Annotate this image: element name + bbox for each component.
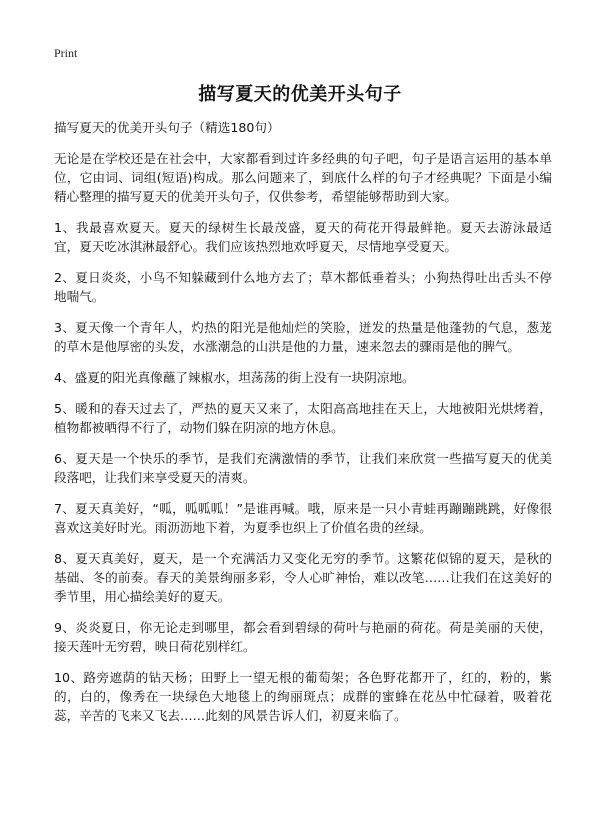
paragraph-7: 7、夏天真美好，“呱，呱呱呱！”是谁再喊。哦，原来是一只小青蛙再蹦蹦跳跳，好像很喜欢这美好时光。雨沥沥地下着，为夏季也织上了价值名贵的丝绿。 (54, 501, 552, 535)
paragraph-3: 3、夏天像一个青年人，灼热的阳光是他灿烂的笑脸，迸发的热量是他蓬勃的气息，葱茏的草木是他厚密的头发，水涨潮急的山洪是他的力量，速来忽去的骤雨是他的脾气。 (54, 320, 552, 354)
paragraph-8: 8、夏天真美好，夏天，是一个充满活力又变化无穷的季节。这繁花似锦的夏天，是秋的基础、冬的前奏。春天的美景绚丽多彩，令人心旷神怡，难以改笔……让我们在这美好的季节里，用心描绘美好的夏天。 (54, 551, 552, 604)
paragraph-5: 5、暖和的春天过去了，严热的夏天又来了，太阳高高地挂在天上，大地被阳光烘烤着，植物都被晒得不行了，动物们躲在阴凉的地方休息。 (54, 401, 552, 435)
document-body (54, 118, 552, 737)
intro-paragraph: 无论是在学校还是在社会中，大家都看到过许多经典的句子吧，句子是语言运用的基本单位，它由词、词组(短语)构成。那么问题来了，到底什么样的句子才经典呢？下面是小编精心整理的描写夏天的优美开头句子，仅供参考，希望能够帮助到大家。 (54, 151, 552, 204)
document-title: 描写夏天的优美开头句子 (198, 84, 402, 105)
paragraph-6: 6、夏天是一个快乐的季节，是我们充满激情的季节，让我们来欣赏一些描写夏天的优美段落吧，让我们来享受夏天的清爽。 (54, 451, 552, 485)
paragraph-1: 1、我最喜欢夏天。夏天的绿树生长最茂盛，夏天的荷花开得最鲜艳。夏天去游泳最适宜，夏天吃冰淇淋最舒心。我们应该热烈地欢呼夏天，尽情地享受夏天。 (54, 220, 552, 254)
print-label: Print (54, 46, 78, 60)
paragraph-9: 9、炎炎夏日，你无论走到哪里，都会看到碧绿的荷叶与艳丽的荷花。荷是美丽的天使，接天莲叶无穷碧，映日荷花别样红。 (54, 620, 552, 654)
document-subtitle: 描写夏天的优美开头句子（精选180句） (54, 120, 280, 135)
paragraph-4: 4、盛夏的阳光真像蘸了辣椒水，坦荡荡的街上没有一块阴凉地。 (54, 370, 415, 385)
paragraph-2: 2、夏日炎炎，小鸟不知躲藏到什么地方去了；草木都低垂着头；小狗热得吐出舌头不停地喘气。 (54, 270, 552, 304)
paragraph-10: 10、路旁遮荫的钻天杨；田野上一望无根的葡萄架；各色野花都开了，红的，粉的，紫的，白的，像秀在一块绿色大地毯上的绚丽斑点；成群的蜜蜂在花丛中忙碌着，吸着花蕊，辛苦的飞来又飞去……此刻的风景告诉人们，初夏来临了。 (54, 670, 552, 723)
